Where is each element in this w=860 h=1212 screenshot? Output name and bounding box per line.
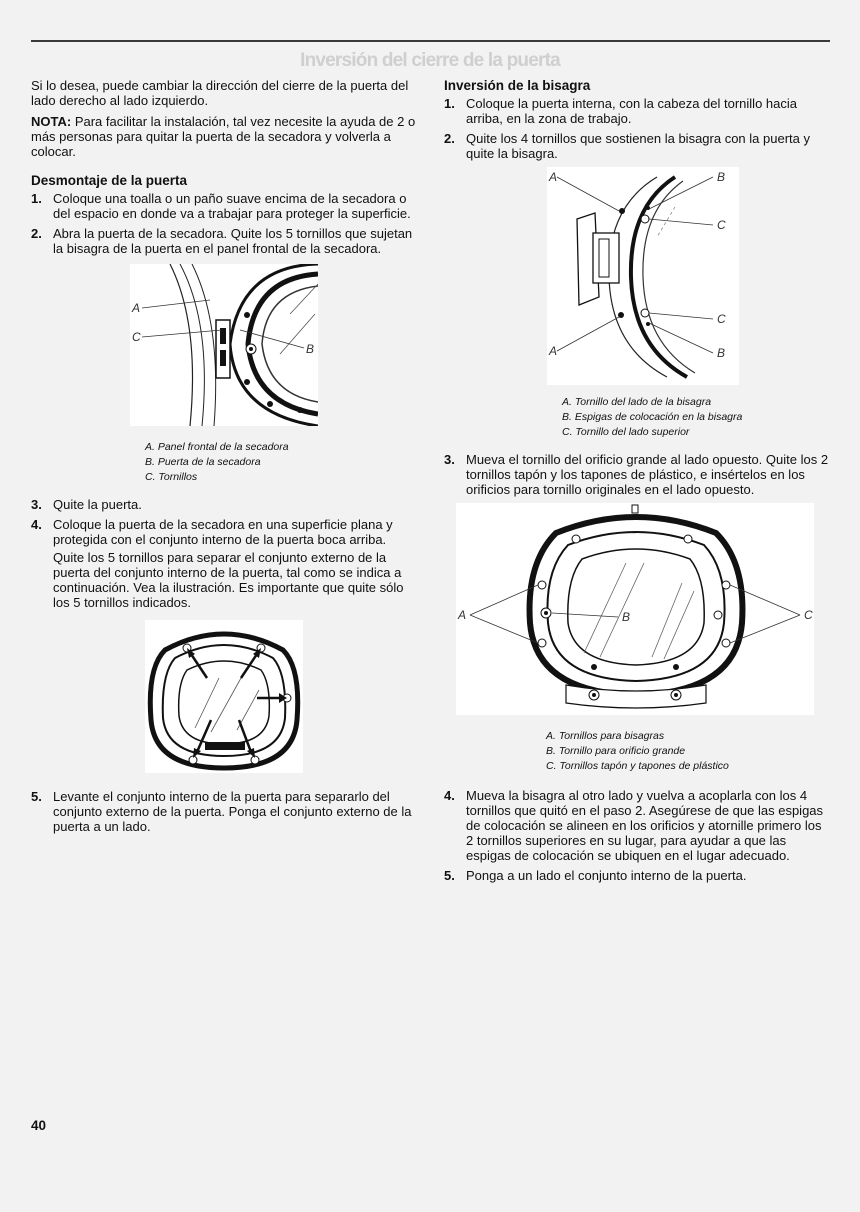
door-screws-overview-illustration bbox=[456, 503, 814, 715]
list-item bbox=[444, 452, 830, 497]
steps-list-c bbox=[31, 789, 418, 834]
list-item bbox=[31, 226, 418, 256]
left-column bbox=[31, 78, 418, 839]
fig3-caption bbox=[562, 395, 830, 440]
caption-line: A. Panel frontal de la secadora bbox=[145, 441, 289, 453]
fig1-caption bbox=[145, 440, 418, 485]
fig4-label-b: B bbox=[622, 610, 631, 624]
note-text: Para facilitar la instalación, tal vez necesite la ayuda de 2 o más personas para quitar la puerta de la secadora y volverla a colocar. bbox=[31, 114, 416, 159]
fig3-label-c-bottom: C bbox=[717, 312, 726, 326]
fig3-label-a-top: A bbox=[549, 170, 558, 184]
list-item bbox=[31, 497, 418, 512]
list-item bbox=[444, 868, 830, 883]
step-number: 1. bbox=[444, 96, 455, 111]
step-text: Quite la puerta. bbox=[53, 497, 142, 512]
steps-list-a bbox=[444, 96, 830, 161]
inner-door-screws-illustration bbox=[145, 620, 303, 773]
caption-line: A. Tornillos para bisagras bbox=[546, 730, 665, 742]
step-number: 1. bbox=[31, 191, 42, 206]
caption-line: B. Tornillo para orificio grande bbox=[546, 745, 686, 757]
figure-dryer-door-hinge bbox=[130, 264, 318, 426]
step-text: Mueva la bisagra al otro lado y vuelva a acoplarla con los 4 tornillos que quitó en el paso 2. Asegúrese de que las espigas de colocación se alineen en los orificios y atornille primero los 2 tornillos superiores en su lugar, para ayudar a que las espigas de colocación se ubiquen en el lugar adecuado. bbox=[466, 788, 824, 863]
fig4-label-c: C bbox=[804, 608, 813, 622]
fig3-label-b-bottom: B bbox=[717, 346, 726, 360]
page-number: 40 bbox=[31, 1118, 47, 1133]
caption-line: A. Tornillo del lado de la bisagra bbox=[562, 396, 712, 408]
page-title: Inversión del cierre de la puerta bbox=[300, 50, 560, 71]
steps-list-a bbox=[31, 191, 418, 256]
list-item bbox=[31, 191, 418, 221]
hinge-detail-illustration bbox=[547, 167, 739, 385]
step-text: Levante el conjunto interno de la puerta para separarlo del conjunto externo de la puerta. Ponga el conjunto externo de la puerta a un lado. bbox=[53, 789, 412, 834]
list-item bbox=[31, 789, 418, 834]
header-rule bbox=[31, 40, 830, 42]
steps-list-b bbox=[444, 452, 830, 497]
fig3-label-a-bottom: A bbox=[549, 344, 558, 358]
figure-inner-door-screws bbox=[145, 620, 303, 773]
step-number: 4. bbox=[31, 517, 42, 532]
fig4-caption bbox=[546, 729, 830, 774]
right-column bbox=[444, 78, 830, 888]
step-text: Quite los 4 tornillos que sostienen la bisagra con la puerta y quite la bisagra. bbox=[466, 131, 810, 161]
steps-list-c bbox=[444, 788, 830, 883]
caption-line: C. Tornillo del lado superior bbox=[562, 426, 690, 438]
step-text: Coloque la puerta interna, con la cabeza del tornillo hacia arriba, en la zona de trabajo. bbox=[466, 96, 797, 126]
list-item bbox=[444, 788, 830, 863]
step-text: Coloque la puerta de la secadora en una superficie plana y protegida con el conjunto interno de la puerta boca arriba. bbox=[53, 517, 393, 547]
fig1-label-a: A bbox=[132, 301, 141, 315]
fig1-label-b: B bbox=[306, 342, 315, 356]
step-number: 4. bbox=[444, 788, 455, 803]
step-number: 2. bbox=[444, 131, 455, 146]
fig3-label-c-top: C bbox=[717, 218, 726, 232]
fig1-label-c: C bbox=[132, 330, 141, 344]
steps-list-b bbox=[31, 497, 418, 547]
note-label: NOTA: bbox=[31, 114, 72, 129]
fig4-label-a: A bbox=[458, 608, 467, 622]
section-title-hinge-reversal: Inversión de la bisagra bbox=[444, 78, 591, 93]
list-item bbox=[31, 517, 418, 547]
step-text: Coloque una toalla o un paño suave encima de la secadora o del espacio en donde va a trabajar para proteger la superficie. bbox=[53, 191, 411, 221]
caption-line: C. Tornillos tapón y tapones de plástico bbox=[546, 760, 729, 772]
caption-line: B. Espigas de colocación en la bisagra bbox=[562, 411, 743, 423]
step-number: 5. bbox=[31, 789, 42, 804]
step4-subparagraph: Quite los 5 tornillos para separar el conjunto externo de la puerta del conjunto interno de la puerta, tal como se indica a continuación. Vea la ilustración. Es importante que quite sólo los 5 tornillos indicados. bbox=[53, 550, 404, 610]
step-text: Ponga a un lado el conjunto interno de la puerta. bbox=[466, 868, 747, 883]
figure-door-screws-overview bbox=[456, 503, 814, 715]
step-text: Abra la puerta de la secadora. Quite los 5 tornillos que sujetan la bisagra de la puerta en el panel frontal de la secadora. bbox=[53, 226, 413, 256]
intro-paragraph: Si lo desea, puede cambiar la dirección del cierre de la puerta del lado derecho al lado izquierdo. bbox=[31, 78, 409, 108]
step-number: 3. bbox=[31, 497, 42, 512]
step-text: Mueva el tornillo del orificio grande al lado opuesto. Quite los 2 tornillos tapón y los tapones de plástico, e insértelos en los orificios para tornillo originales en el lado opuesto. bbox=[466, 452, 829, 497]
fig3-label-b-top: B bbox=[717, 170, 726, 184]
list-item bbox=[444, 131, 830, 161]
step-number: 5. bbox=[444, 868, 455, 883]
dryer-door-hinge-illustration bbox=[130, 264, 318, 426]
step-number: 2. bbox=[31, 226, 42, 241]
caption-line: B. Puerta de la secadora bbox=[145, 456, 261, 468]
note-paragraph bbox=[31, 114, 418, 159]
step-number: 3. bbox=[444, 452, 455, 467]
caption-line: C. Tornillos bbox=[145, 471, 198, 483]
list-item bbox=[444, 96, 830, 126]
section-title-door-removal: Desmontaje de la puerta bbox=[31, 173, 188, 188]
figure-hinge-detail bbox=[547, 167, 739, 385]
